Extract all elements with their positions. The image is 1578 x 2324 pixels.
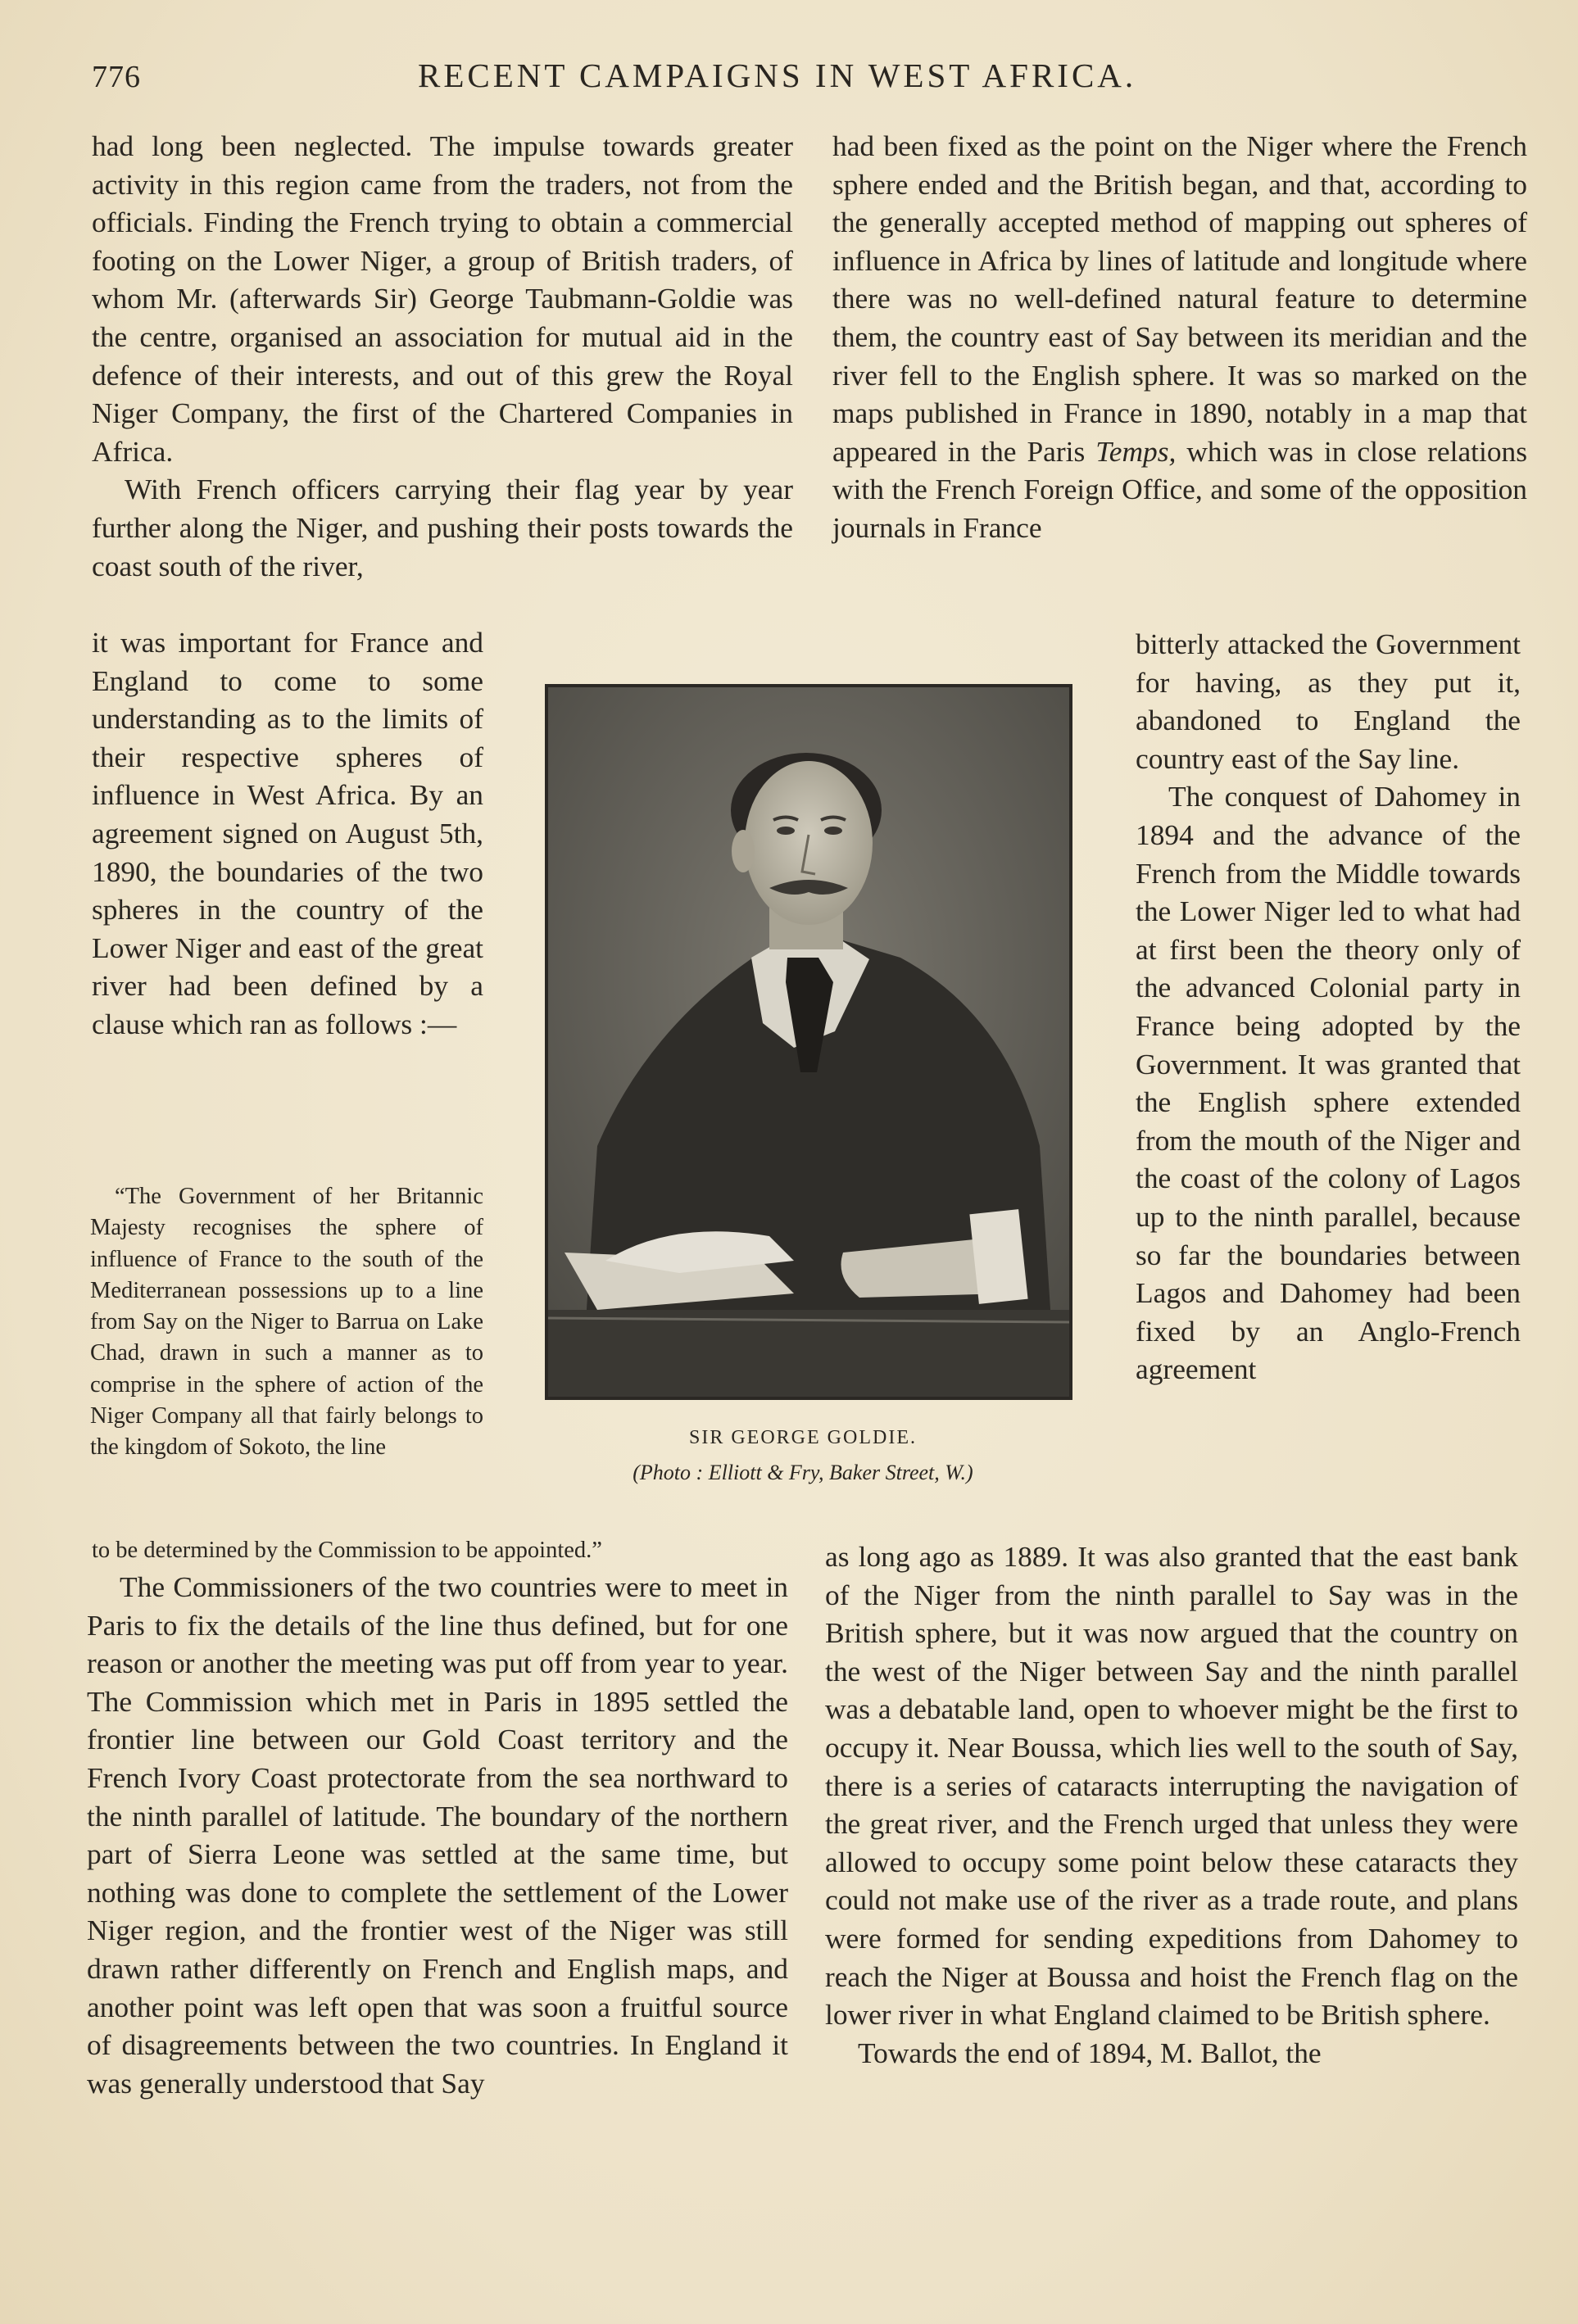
left-column-bottom bbox=[87, 1568, 788, 2102]
left-paragraph-2-continued: it was important for France and England to come to some understanding as to the limits of their respective spheres of influence in West Africa. By an agreement signed on August 5th, 1890, the boundaries of the two spheres in the country of the Lower Niger and east of the great river had been defined by a clause which ran as follows :— bbox=[92, 626, 483, 1040]
left-paragraph-3: The Commissioners of the two countries were to meet in Paris to fix the details of the line thus defined, but for one reason or another the meeting was put off from year to year. The Commission which met in Paris in 1895 settled the frontier line between our Gold Coast territory and the French Ivory Coast protectorate from the sea northward to the ninth parallel of latitude. The boundary of the northern part of Sierra Leone was settled at the same time, but nothing was done to complete the settlement of the Lower Niger region, and the frontier west of the Niger was still drawn rather differently on French and English maps, and another point was left open that was soon a fruitful source of disagreements between the two countries. In England it was generally understood that Say bbox=[87, 1570, 788, 2100]
right-paragraph-2: The conquest of Dahomey in 1894 and the advance of the French from the Middle towards the Lower Niger led to what had at first been the theory only of the advanced Colonial party in France being adopted by the Government. It was granted that the English sphere extended from the mouth of the Niger and the coast of the colony of Lagos up to the ninth parallel, because so far the boundaries between Lagos and Dahomey had been fixed by an Anglo-French agreement bbox=[1136, 780, 1521, 1386]
right-paragraph-1-text: had been fixed as the point on the Niger where the French sphere ended and the British began, and that, according to the generally accepted method of mapping out spheres of influence in Africa by lines of latitude and longitude where there was no well-defined natural feature to determine them, the country east of Say between its meridian and the river fell to the English sphere. It was so marked on the maps published in France in 1890, notably in a map that appeared in the Paris bbox=[832, 129, 1527, 468]
temps-newspaper-name: Temps, bbox=[1095, 434, 1177, 468]
right-paragraph-1-text-end: which was in close relations with the French Foreign Office, and some of the opposition journals in France bbox=[832, 434, 1527, 544]
left-paragraph-1: had long been neglected. The impulse towards greater activity in this region came from the traders, not from the officials. Finding the French trying to obtain a commercial footing on the Lower Niger, a group of British traders, of whom Mr. (afterwards Sir) George Taubmann-Goldie was the centre, organised an association for mutual aid in the defence of their interests, and out of this grew the Royal Niger Company, the first of the Chartered Companies in Africa. bbox=[92, 129, 793, 468]
treaty-quote-text: “The Government of her Britannic Majesty recognises the sphere of influence of France to the south of the Mediterranean possessions up to a line from Say on the Niger to Barrua on Lake Chad, drawn in such a manner as to comprise in the sphere of action of the Niger Company all that fairly belongs to the kingdom of Sokoto, the line bbox=[90, 1184, 483, 1461]
right-paragraph-2-continued: as long ago as 1889. It was also granted that the east bank of the Niger from the ninth parallel to Say was in the British sphere, but it was now argued that the country on the west of the Niger between Say and the ninth parallel was a debatable land, open to whoever might be the first to occupy it. Near Boussa, which lies well to the south of Say, there is a series of cataracts interrupting the navigation of the great river, and the French urged that unless they were allowed to occupy some point below these cataracts they could not make use of the river as a trade route, and plans were formed for sending expeditions from Dahomey to reach the Niger at Boussa and hoist the French flag on the lower river in what England claimed to be British sphere. bbox=[825, 1540, 1518, 2032]
right-paragraph-1-continued: bitterly attacked the Government for having, as they put it, abandoned to England the country east of the Say line. bbox=[1136, 627, 1521, 775]
left-column-narrow bbox=[92, 623, 483, 1044]
figure-caption-title: SIR GEORGE GOLDIE. bbox=[689, 1427, 917, 1448]
portrait-photo bbox=[545, 684, 1072, 1400]
right-column-bottom bbox=[825, 1538, 1518, 2072]
left-paragraph-2-start: With French officers carrying their flag year by year further along the Niger, and pushing their posts towards the coast south of the river, bbox=[92, 473, 793, 582]
treaty-quote-end: to be determined by the Commission to be appointed.” bbox=[92, 1538, 602, 1563]
portrait-illustration bbox=[548, 687, 1069, 1397]
right-column-narrow bbox=[1136, 625, 1521, 1389]
left-column-top bbox=[92, 127, 793, 585]
page-number: 776 bbox=[92, 60, 141, 94]
right-paragraph-3: Towards the end of 1894, M. Ballot, the bbox=[858, 2036, 1322, 2069]
figure-caption-credit: (Photo : Elliott & Fry, Baker Street, W.) bbox=[633, 1461, 973, 1484]
running-title: RECENT CAMPAIGNS IN WEST AFRICA. bbox=[418, 57, 1137, 94]
right-column-top bbox=[832, 127, 1527, 547]
right-paragraph-1-top bbox=[832, 127, 1527, 547]
treaty-quote bbox=[90, 1181, 483, 1464]
